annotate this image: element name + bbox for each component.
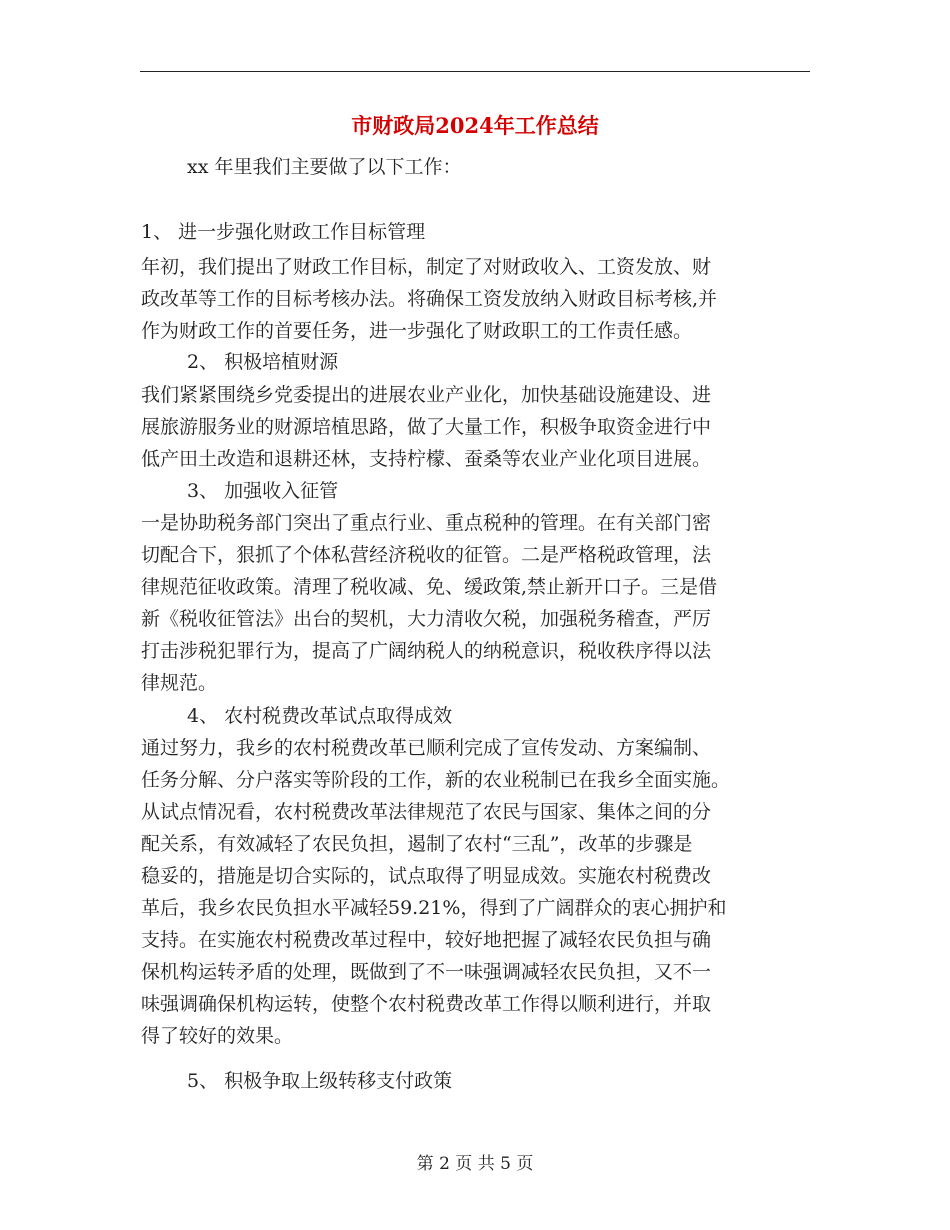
paragraph-line: 配关系，有效减轻了农民负担，遏制了农村“三乱”，改革的步骤是 (141, 833, 693, 855)
section-heading-1: 1、 进一步强化财政工作目标管理 (141, 221, 426, 243)
section-heading-4: 4、 农村税费改革试点取得成效 (187, 705, 453, 727)
paragraph-line: 切配合下，狠抓了个体私营经济税收的征管。二是严格税政管理，法 (141, 544, 712, 566)
paragraph-line: 一是协助税务部门突出了重点行业、重点税种的管理。在有关部门密 (141, 512, 712, 534)
intro-paragraph: xx 年里我们主要做了以下工作： (187, 156, 462, 178)
section-heading-3: 3、 加强收入征管 (187, 480, 339, 502)
paragraph-line: 展旅游服务业的财源培植思路，做了大量工作，积极争取资金进行中 (141, 416, 712, 438)
paragraph-line: 任务分解、分户落实等阶段的工作，新的农业税制已在我乡全面实施。 (141, 769, 731, 791)
paragraph-line: 通过努力，我乡的农村税费改革已顺利完成了宣传发动、方案编制、 (141, 737, 712, 759)
paragraph-line: 稳妥的，措施是切合实际的，试点取得了明显成效。实施农村税费改 (141, 865, 712, 887)
paragraph-line: 革后，我乡农民负担水平减轻59.21%，得到了广阔群众的衷心拥护和 (141, 897, 727, 919)
section-heading-2: 2、 积极培植财源 (187, 351, 339, 373)
paragraph-line: 律规范征收政策。清理了税收减、免、缓政策,禁止新开口子。三是借 (141, 576, 718, 598)
paragraph-line: 味强调确保机构运转，使整个农村税费改革工作得以顺利进行，并取 (141, 993, 712, 1015)
paragraph-line: 保机构运转矛盾的处理，既做到了不一味强调减轻农民负担，又不一 (141, 961, 712, 983)
section-heading-5: 5、 积极争取上级转移支付政策 (187, 1070, 453, 1092)
paragraph-line: 从试点情况看，农村税费改革法律规范了农民与国家、集体之间的分 (141, 801, 712, 823)
paragraph-line: 得了较好的效果。 (141, 1025, 294, 1047)
paragraph-line: 作为财政工作的首要任务，进一步强化了财政职工的工作责任感。 (141, 320, 693, 342)
header-rule (140, 71, 810, 72)
document-title: 市财政局2024年工作总结 (351, 113, 599, 138)
paragraph-line: 打击涉税犯罪行为，提高了广阔纳税人的纳税意识，税收秩序得以法 (141, 640, 712, 662)
paragraph-line: 新《税收征管法》出台的契机，大力清收欠税，加强税务稽查，严厉 (141, 608, 712, 630)
paragraph-line: 年初，我们提出了财政工作目标，制定了对财政收入、工资发放、财 (141, 256, 712, 278)
paragraph-line: 支持。在实施农村税费改革过程中，较好地把握了减轻农民负担与确 (141, 929, 712, 951)
paragraph-line: 低产田土改造和退耕还林，支持柠檬、蚕桑等农业产业化项目进展。 (141, 448, 712, 470)
paragraph-line: 我们紧紧围绕乡党委提出的进展农业产业化，加快基础设施建设、进 (141, 384, 712, 406)
paragraph-line: 律规范。 (141, 672, 218, 694)
page-number-footer: 第 2 页 共 5 页 (416, 1154, 534, 1174)
paragraph-line: 政改革等工作的目标考核办法。将确保工资发放纳入财政目标考核,并 (141, 288, 718, 310)
